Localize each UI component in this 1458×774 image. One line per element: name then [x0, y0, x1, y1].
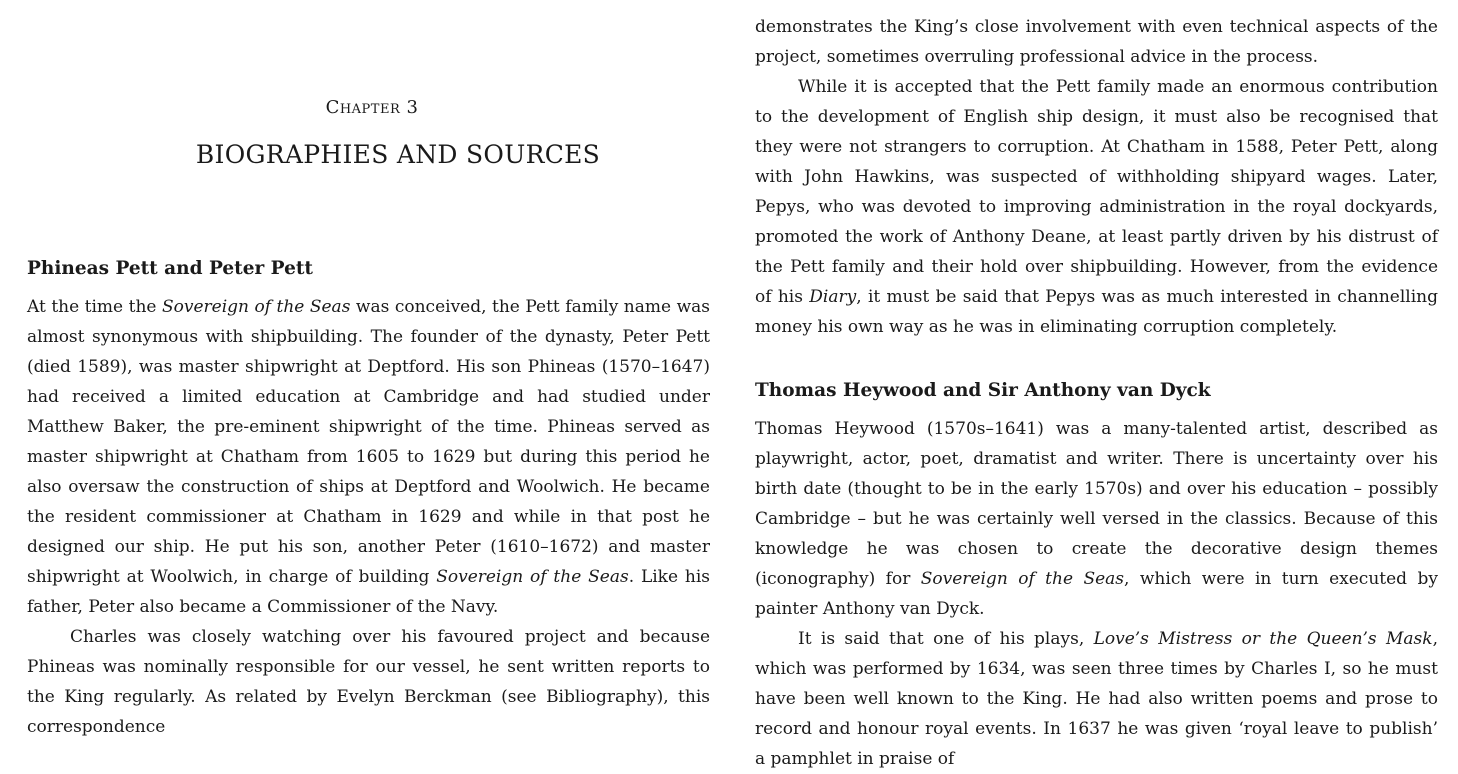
- italic-ship-name: Sovereign of the Seas: [436, 567, 629, 587]
- italic-ship-name: Sovereign of the Seas: [161, 297, 351, 317]
- text-run: At the time the: [27, 297, 162, 317]
- text-run: It is said that one of his plays,: [798, 629, 1094, 649]
- paragraph-heywood-2: [755, 624, 1438, 774]
- text-run: , which was performed by 1634, was seen three times by Charles I, so he must have been well known to the King. He had also written poems and prose to record and honour royal events. In 1637 he was given ‘royal leave to publish’ a pamphlet in praise of: [755, 629, 1438, 769]
- text-run: was conceived, the Pett family name was almost synonymous with shipbuilding. The founder of the dynasty, Peter Pett (died 1589), was master shipwright at Deptford. His son Phineas (1570–1647) had received a limited education at Cambridge and had studied under Matthew Baker, the pre-eminent shipwright of the time. Phineas served as master shipwright at Chatham from 1605 to 1629 but during this period he also oversaw the construction of ships at Deptford and Woolwich. He became the resident commissioner at Chatham in 1629 and while in that post he designed our ship. He put his son, another Peter (1610–1672) and master shipwright at Woolwich, in charge of building: [27, 297, 710, 587]
- pett-text-block: [27, 292, 710, 742]
- paragraph-heywood-1: [755, 414, 1438, 624]
- text-run: , it must be said that Pepys was as much interested in channelling money his own way as he was in eliminating corruption completely.: [755, 287, 1438, 337]
- italic-play-title: Love’s Mistress or the Queen’s Mask: [1093, 629, 1433, 649]
- paragraph-pett-2: Charles was closely watching over his favoured project and because Phineas was nominally responsible for our vessel, he sent written reports to the King regularly. As related by Evelyn Berckman (see Bibliography), this correspondence: [27, 627, 710, 737]
- text-run: Thomas Heywood (1570s–1641) was a many-talented artist, described as playwright, actor, poet, dramatist and writer. There is uncertainty over his birth date (thought to be in the early 1570s) and over his education – possibly Cambridge – but he was certainly well versed in the classics. Because of this knowledge he was chosen to create the decorative design themes (iconography) for: [755, 419, 1438, 589]
- paragraph-pett-1: [27, 292, 710, 622]
- chapter-title: BIOGRAPHIES AND SOURCES: [195, 140, 601, 169]
- text-run: , which were in turn executed by painter Anthony van Dyck.: [755, 569, 1438, 619]
- chapter-label: Chapter 3: [325, 97, 419, 118]
- paragraph-continuation: demonstrates the King’s close involvement with even technical aspects of the project, sometimes overruling professional advice in the process.: [755, 17, 1438, 67]
- section-heading-heywood: Thomas Heywood and Sir Anthony van Dyck: [755, 380, 1211, 401]
- italic-ship-name: Sovereign of the Seas: [920, 569, 1125, 589]
- heywood-text-block: [755, 414, 1438, 774]
- text-run: . Like his father, Peter also became a Commissioner of the Navy.: [27, 567, 710, 617]
- pett-continuation-block: [755, 12, 1438, 342]
- section-heading-pett: Phineas Pett and Peter Pett: [27, 258, 313, 279]
- italic-diary: Diary: [809, 287, 857, 307]
- paragraph-pett-corruption: [755, 72, 1438, 342]
- text-run: While it is accepted that the Pett family made an enormous contribution to the development of English ship design, it must also be recognised that they were not strangers to corruption. At Chatham in 1588, Peter Pett, along with John Hawkins, was suspected of withholding shipyard wages. Later, Pepys, who was devoted to improving administration in the royal dockyards, promoted the work of Anthony Deane, at least partly driven by his distrust of the Pett family and their hold over shipbuilding. However, from the evidence of his: [755, 77, 1438, 307]
